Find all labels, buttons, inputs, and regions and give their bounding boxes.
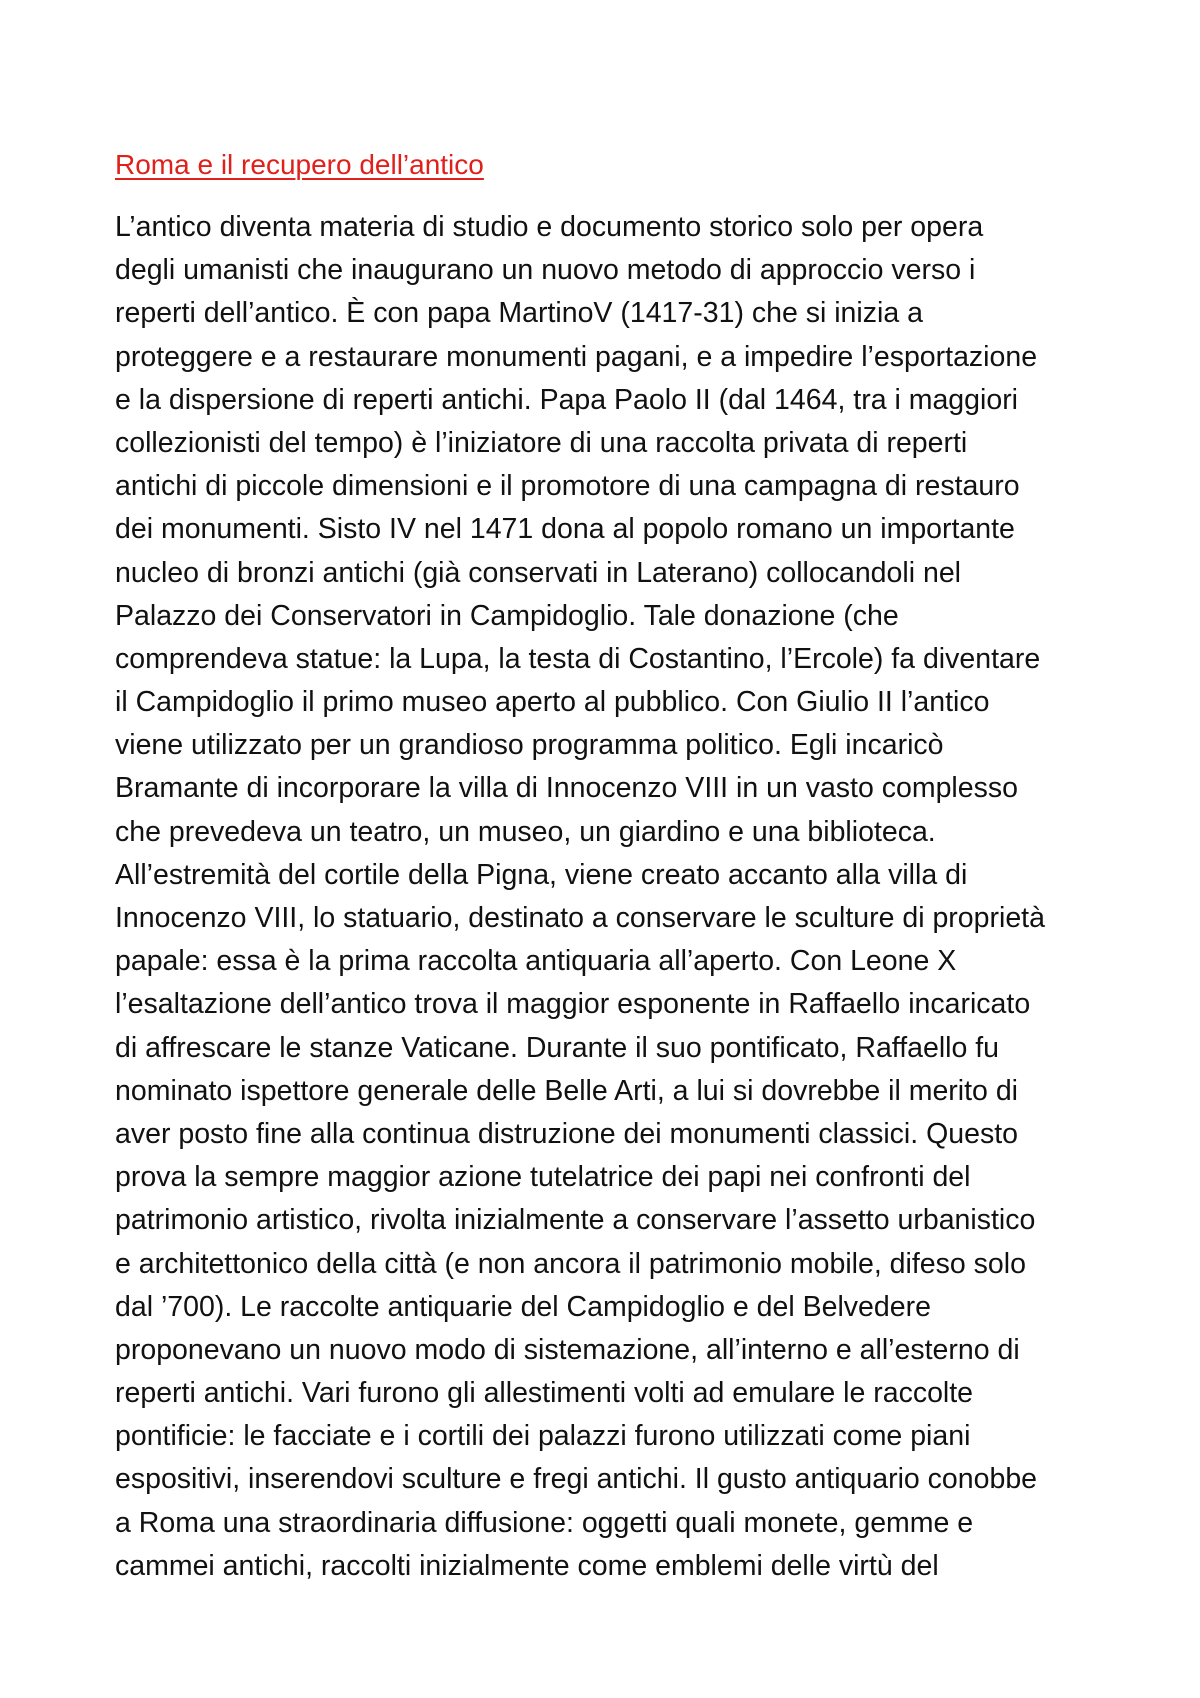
text-line: nominato ispettore generale delle Belle Arti, a lui si dovrebbe il merito di [115, 1074, 1018, 1107]
text-line: a Roma una straordinaria diffusione: oggetti quali monete, gemme e [115, 1506, 974, 1539]
text-line: prova la sempre maggior azione tutelatrice dei papi nei confronti del [115, 1161, 971, 1194]
text-line: dei monumenti. Sisto IV nel 1471 dona al popolo romano un importante [115, 513, 1015, 546]
document-title: Roma e il recupero dell’antico [115, 149, 484, 180]
text-line: viene utilizzato per un grandioso programma politico. Egli incaricò [115, 729, 944, 762]
text-line: patrimonio artistico, rivolta inizialmente a conservare l’assetto urbanistico [115, 1204, 1036, 1237]
text-line: cammei antichi, raccolti inizialmente come emblemi delle virtù del [115, 1549, 939, 1582]
text-line: l’esaltazione dell’antico trova il maggior esponente in Raffaello incaricato [115, 988, 1031, 1021]
text-line: collezionisti del tempo) è l’iniziatore di una raccolta privata di reperti [115, 426, 968, 459]
text-line: pontificie: le facciate e i cortili dei palazzi furono utilizzati come piani [115, 1420, 971, 1453]
text-line: che prevedeva un teatro, un museo, un giardino e una biblioteca. [115, 815, 936, 848]
text-line: comprendeva statue: la Lupa, la testa di Costantino, l’Ercole) fa diventare [115, 642, 1041, 675]
text-line: degli umanisti che inaugurano un nuovo metodo di approccio verso i [115, 254, 976, 287]
text-line: aver posto fine alla continua distruzione dei monumenti classici. Questo [115, 1117, 1018, 1150]
text-line: espositivi, inserendovi sculture e fregi antichi. Il gusto antiquario conobbe [115, 1463, 1038, 1496]
text-line: reperti antichi. Vari furono gli allestimenti volti ad emulare le raccolte [115, 1377, 974, 1410]
text-line: Palazzo dei Conservatori in Campidoglio. Tale donazione (che [115, 599, 899, 632]
text-line: proponevano un nuovo modo di sistemazione, all’interno e all’esterno di [115, 1333, 1020, 1366]
text-line: L’antico diventa materia di studio e documento storico solo per opera [115, 211, 984, 243]
text-line: Bramante di incorporare la villa di Innocenzo VIII in un vasto complesso [115, 772, 1018, 805]
text-line: e architettonico della città (e non ancora il patrimonio mobile, difeso solo [115, 1247, 1026, 1280]
text-line: di affrescare le stanze Vaticane. Durante il suo pontificato, Raffaello fu [115, 1031, 1000, 1064]
text-line: papale: essa è la prima raccolta antiquaria all’aperto. Con Leone X [115, 945, 957, 978]
text-line: dal ’700). Le raccolte antiquarie del Campidoglio e del Belvedere [115, 1290, 931, 1323]
text-line: antichi di piccole dimensioni e il promotore di una campagna di restauro [115, 470, 1020, 503]
text-line: il Campidoglio il primo museo aperto al pubblico. Con Giulio II l’antico [115, 686, 990, 719]
text-line: All’estremità del cortile della Pigna, viene creato accanto alla villa di [115, 858, 968, 891]
text-line: nucleo di bronzi antichi (già conservati in Laterano) collocandoli nel [115, 556, 961, 589]
document-body [115, 206, 1125, 1588]
text-line: Innocenzo VIII, lo statuario, destinato a conservare le sculture di proprietà [115, 902, 1045, 934]
text-line: proteggere e a restaurare monumenti pagani, e a impedire l’esportazione [115, 340, 1038, 373]
text-line: e la dispersione di reperti antichi. Papa Paolo II (dal 1464, tra i maggiori [115, 383, 1019, 416]
text-line: reperti dell’antico. È con papa MartinoV (1417-31) che si inizia a [115, 297, 923, 330]
